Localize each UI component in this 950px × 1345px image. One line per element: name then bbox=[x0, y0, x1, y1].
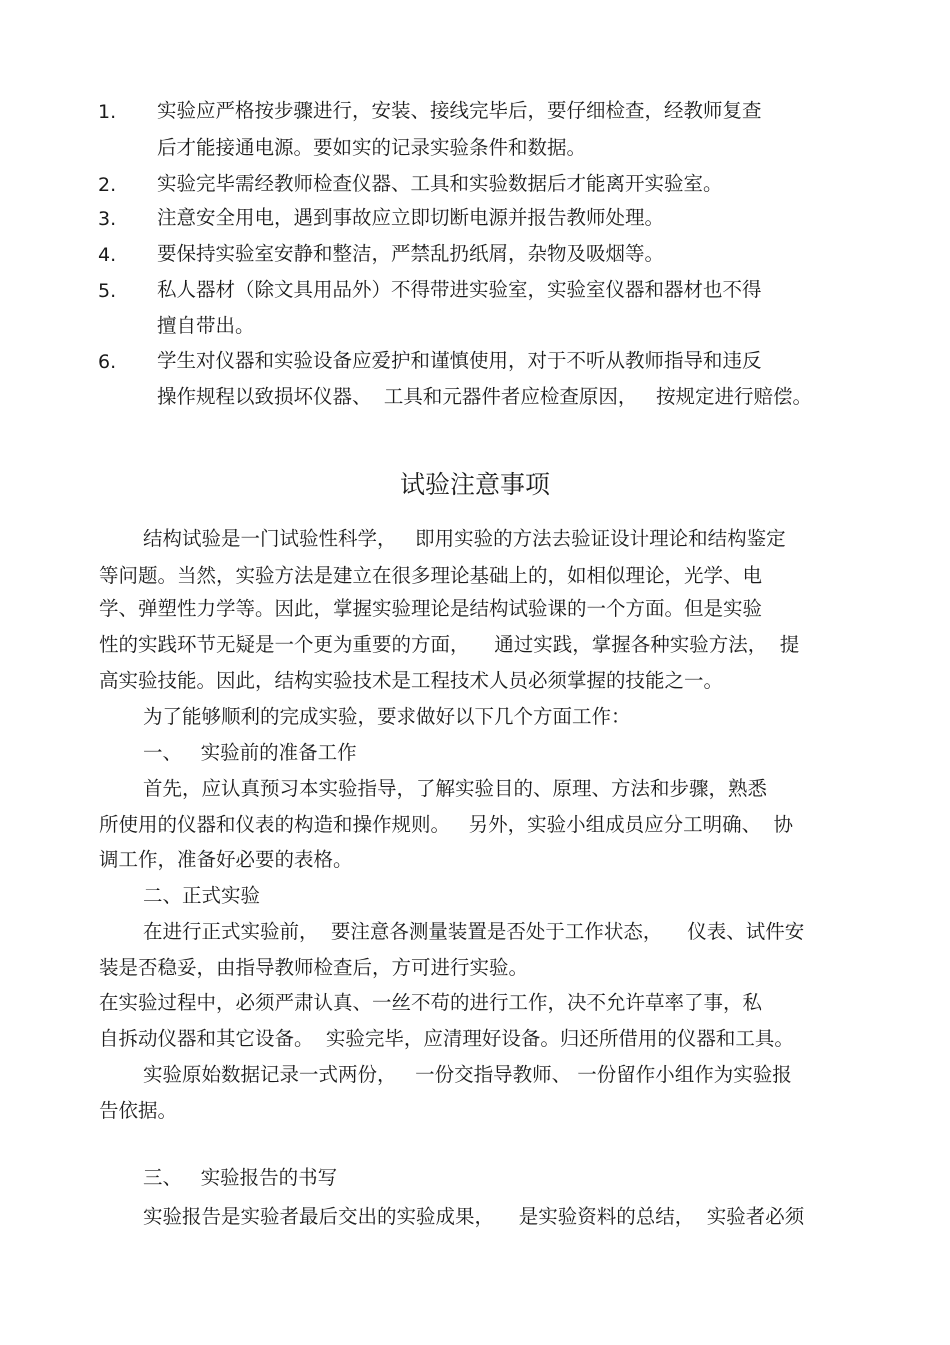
rule-4-line-1: 要保持实验室安静和整洁，严禁乱扔纸屑，杂物及吸烟等。 bbox=[157, 242, 665, 265]
body-line: 首先，应认真预习本实验指导，了解实验目的、原理、方法和步骤，熟悉 bbox=[143, 777, 768, 800]
rule-5-line-2: 擅自带出。 bbox=[157, 314, 255, 337]
body-line: 性的实践环节无疑是一个更为重要的方面， 通过实践，掌握各种实验方法， 提 bbox=[99, 633, 800, 656]
rule-number-3: 3. bbox=[98, 208, 117, 230]
body-line: 为了能够顺利的完成实验，要求做好以下几个方面工作： bbox=[143, 705, 631, 728]
rule-number-2: 2. bbox=[98, 174, 117, 196]
rule-number-5: 5. bbox=[98, 280, 117, 302]
body-line: 学、弹塑性力学等。因此，掌握实验理论是结构试验课的一个方面。但是实验 bbox=[99, 597, 763, 620]
body-line: 等问题。当然，实验方法是建立在很多理论基础上的，如相似理论，光学、电 bbox=[99, 564, 763, 587]
body-line: 调工作，准备好必要的表格。 bbox=[99, 848, 353, 871]
body-line: 告依据。 bbox=[99, 1099, 178, 1122]
body-line: 在实验过程中，必须严肃认真、一丝不苟的进行工作，决不允许草率了事，私 bbox=[99, 991, 763, 1014]
rule-number-1: 1. bbox=[98, 101, 117, 123]
subheading-formal-experiment: 二、正式实验 bbox=[143, 884, 261, 907]
rule-number-4: 4. bbox=[98, 244, 117, 266]
body-line: 在进行正式实验前， 要注意各测量装置是否处于工作状态， 仪表、试件安 bbox=[143, 920, 805, 943]
body-line: 结构试验是一门试验性科学， 即用实验的方法去验证设计理论和结构鉴定 bbox=[143, 527, 786, 550]
body-line: 装是否稳妥，由指导教师检查后，方可进行实验。 bbox=[99, 956, 529, 979]
section-title: 试验注意事项 bbox=[399, 470, 550, 499]
subheading-report-writing: 三、 实验报告的书写 bbox=[143, 1166, 338, 1189]
subheading-preparation: 一、 实验前的准备工作 bbox=[143, 741, 357, 764]
rule-6-line-1: 学生对仪器和实验设备应爱护和谨慎使用，对于不听从教师指导和违反 bbox=[157, 349, 762, 372]
rule-1-line-1: 实验应严格按步骤进行，安装、接线完毕后，要仔细检查，经教师复查 bbox=[157, 99, 762, 122]
body-line: 高实验技能。因此，结构实验技术是工程技术人员必须掌握的技能之一。 bbox=[99, 669, 724, 692]
body-line: 所使用的仪器和仪表的构造和操作规则。 另外，实验小组成员应分工明确、 协 bbox=[99, 813, 793, 836]
rule-3-line-1: 注意安全用电，遇到事故应立即切断电源并报告教师处理。 bbox=[157, 206, 665, 229]
rule-2-line-1: 实验完毕需经教师检查仪器、工具和实验数据后才能离开实验室。 bbox=[157, 172, 723, 195]
rule-5-line-1: 私人器材（除文具用品外）不得带进实验室，实验室仪器和器材也不得 bbox=[157, 278, 762, 301]
rule-6-line-2: 操作规程以致损坏仪器、 工具和元器件者应检查原因， 按规定进行赔偿。 bbox=[157, 385, 812, 408]
body-line: 实验原始数据记录一式两份， 一份交指导教师、 一份留作小组作为实验报 bbox=[143, 1063, 792, 1086]
body-line: 实验报告是实验者最后交出的实验成果， 是实验资料的总结， 实验者必须 bbox=[143, 1205, 805, 1228]
rule-1-line-2: 后才能接通电源。要如实的记录实验条件和数据。 bbox=[157, 136, 587, 159]
rule-number-6: 6. bbox=[98, 351, 117, 373]
body-line: 自拆动仪器和其它设备。 实验完毕，应清理好设备。归还所借用的仪器和工具。 bbox=[99, 1027, 794, 1050]
